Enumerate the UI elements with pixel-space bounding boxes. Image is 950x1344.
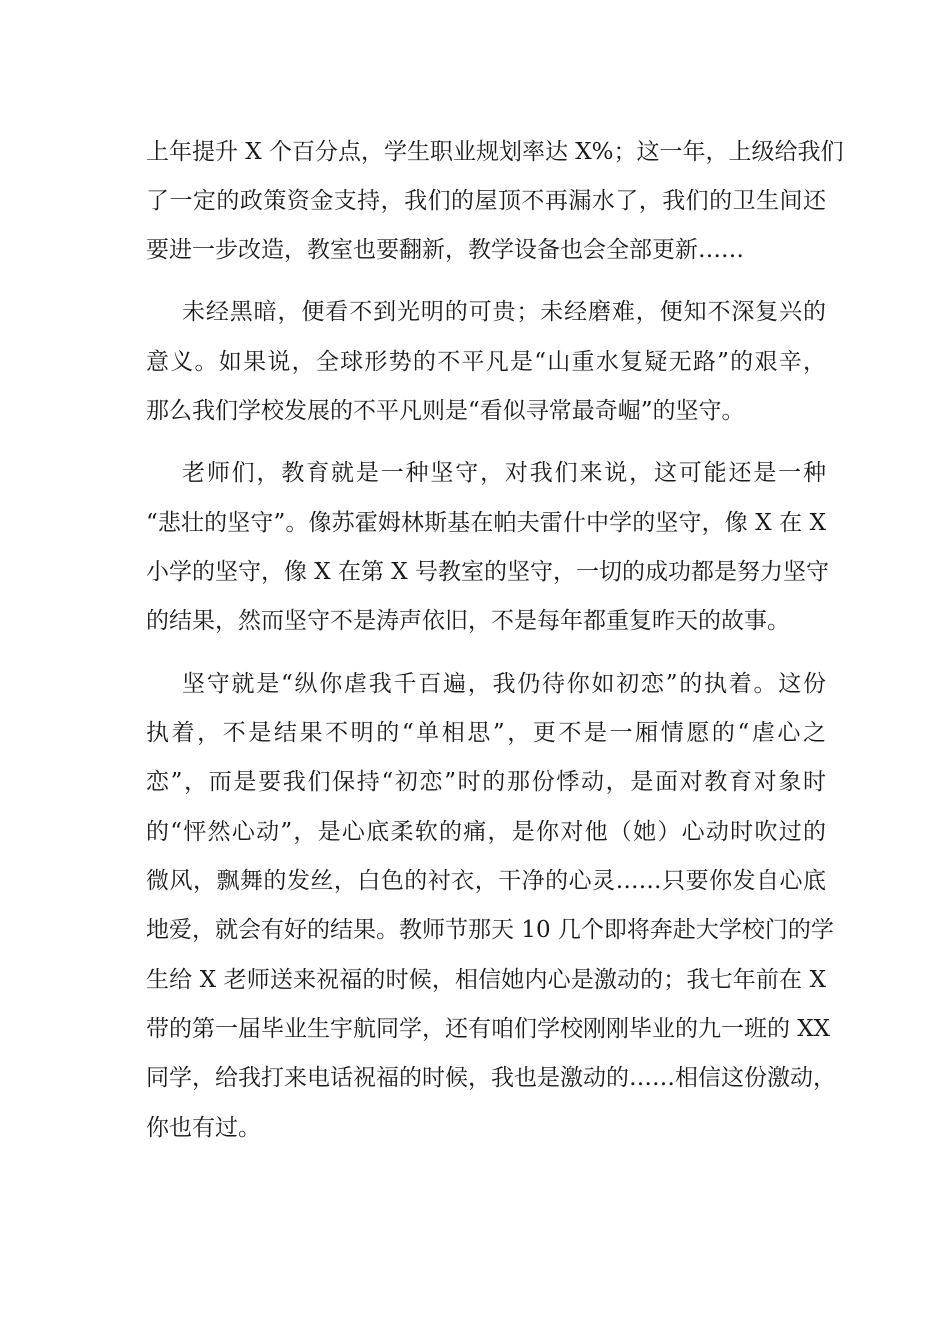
text-line: 微风，飘舞的发丝，白色的衬衣，干净的心灵……只要你发自心底 xyxy=(146,868,826,894)
text-line: 恋”，而是要我们保持“初恋”时的那份悸动，是面对教育对象时 xyxy=(146,769,826,795)
text-line: 小学的坚守，像 X 在第 X 号教室的坚守，一切的成功都是努力坚守 xyxy=(146,559,829,585)
text-line: 要进一步改造，教室也要翻新，教学设备也会全部更新…… xyxy=(146,237,744,263)
text-line: 同学，给我打来电话祝福的时候，我也是激动的……相信这份激动， xyxy=(146,1065,836,1091)
text-line: 的结果，然而坚守不是涛声依旧，不是每年都重复昨天的故事。 xyxy=(146,608,790,634)
text-line: 执着，不是结果不明的“单相思”，更不是一厢情愿的“虐心之 xyxy=(146,720,826,746)
text-line: 生给 X 老师送来祝福的时候，相信她内心是激动的；我七年前在 X xyxy=(146,967,826,993)
text-line: 带的第一届毕业生宇航同学，还有咱们学校刚刚毕业的九一班的 XX xyxy=(146,1016,831,1042)
text-line: 坚守就是“纵你虐我千百遍，我仍待你如初恋”的执着。这份 xyxy=(182,671,826,697)
text-line: 未经黑暗，便看不到光明的可贵；未经磨难，便知不深复兴的 xyxy=(182,299,826,325)
text-line: 的“怦然心动”，是心底柔软的痛，是你对他（她）心动时吹过的 xyxy=(146,819,826,845)
text-line: 意义。如果说，全球形势的不平凡是“山重水复疑无路”的艰辛， xyxy=(146,349,826,375)
text-line: 上年提升 X 个百分点，学生职业规划率达 X%；这一年，上级给我们 xyxy=(146,139,844,165)
text-line: 了一定的政策资金支持，我们的屋顶不再漏水了，我们的卫生间还 xyxy=(146,188,826,214)
text-line: 地爱，就会有好的结果。教师节那天 10 几个即将奔赴大学校门的学 xyxy=(146,917,834,943)
text-line: 你也有过。 xyxy=(146,1115,261,1141)
text-line: “悲壮的坚守”。像苏霍姆林斯基在帕夫雷什中学的坚守，像 X 在 X xyxy=(146,510,826,536)
text-line: 那么我们学校发展的不平凡则是“看似寻常最奇崛”的坚守。 xyxy=(146,398,745,424)
text-line: 老师们，教育就是一种坚守，对我们来说，这可能还是一种 xyxy=(182,460,826,486)
